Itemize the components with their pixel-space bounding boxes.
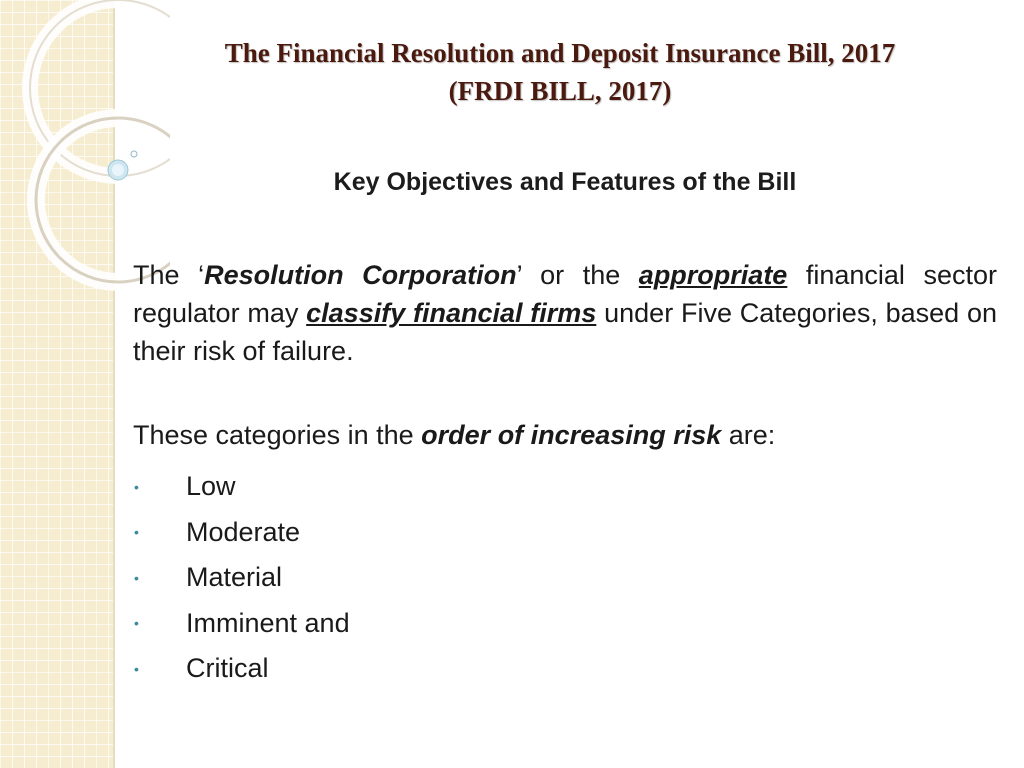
paragraph-text: The ‘ xyxy=(133,260,205,290)
list-item-label: Moderate xyxy=(186,516,301,547)
list-item xyxy=(133,510,350,556)
bullet-icon: • xyxy=(134,478,139,495)
paragraph-text: ’ or the xyxy=(516,260,639,290)
slide-subtitle: Key Objectives and Features of the Bill xyxy=(333,168,797,196)
bullet-icon: • xyxy=(134,660,139,677)
bullet-icon: • xyxy=(134,524,139,541)
list-item xyxy=(133,646,350,692)
intro-text: are: xyxy=(721,420,776,450)
slide-title xyxy=(130,34,990,110)
list-item-label: Imminent and xyxy=(186,607,350,638)
paragraph-text: under Five Categories, based on their risk of failure. xyxy=(133,298,997,366)
list-item-label: Critical xyxy=(186,653,269,684)
intro-emphasis: order of increasing risk xyxy=(421,420,722,450)
risk-categories-list xyxy=(133,464,350,692)
intro-text: These categories in the xyxy=(133,420,422,450)
list-item xyxy=(133,464,350,510)
categories-intro xyxy=(133,420,997,451)
bullet-icon: • xyxy=(134,569,139,586)
bullet-icon: • xyxy=(134,615,139,632)
list-item xyxy=(133,601,350,647)
title-line-2: (FRDI BILL, 2017) xyxy=(448,76,672,106)
paragraph-emphasis-appropriate: appropriate xyxy=(638,260,788,290)
paragraph-emphasis-resolution-corporation: Resolution Corporation xyxy=(204,260,517,290)
paragraph-text: financial sector regulator may xyxy=(133,260,998,328)
title-line-1: The Financial Resolution and Deposit Insurance Bill, 2017 xyxy=(224,38,896,68)
paragraph-emphasis-classify-financial-firms: classify financial firms xyxy=(306,298,597,328)
list-item xyxy=(133,555,350,601)
list-item-label: Material xyxy=(186,562,283,593)
list-item-label: Low xyxy=(186,471,236,502)
body-paragraph xyxy=(133,256,997,370)
